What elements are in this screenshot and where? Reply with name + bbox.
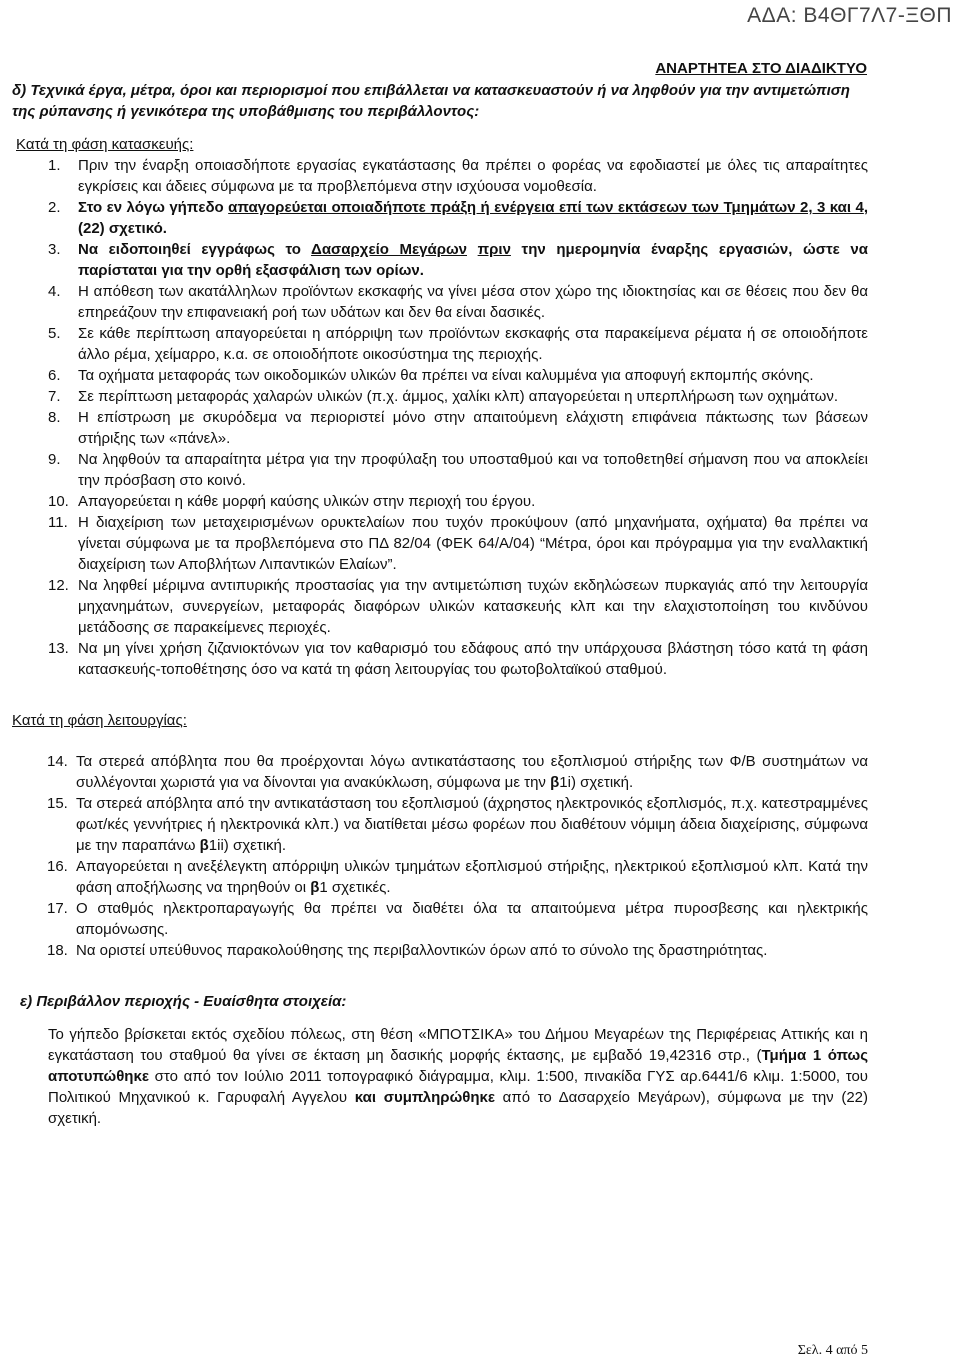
list-item — [12, 323, 868, 365]
list-item — [12, 407, 868, 449]
section-e-paragraph — [12, 1024, 868, 1129]
list-item — [12, 940, 868, 961]
item-text: Να ειδοποιηθεί εγγράφως το — [78, 241, 312, 258]
item-text: Σε κάθε περίπτωση απαγορεύεται η απόρριψη των προϊόντων εκσκαφής στα παρακείμενα ρέματα ή σε οποιοδήποτε άλλο ρέμα, χείμαρρο, κ.α. σε οποιοδήποτε οικοσύστημα της περιοχής. — [78, 325, 868, 363]
item-number: 5. — [48, 325, 61, 342]
list-item — [12, 898, 868, 940]
item-text: , (22) σχετικό. — [78, 199, 868, 237]
item-text: Απαγορεύεται η ανεξέλεγκτη απόρριψη υλικών τμημάτων εξοπλισμού στήριξης, ηλεκτρικού εξοπλισμού κλπ. Κατά την φάση αποξήλωσης να τηρηθούν οι — [76, 858, 868, 896]
list-item — [12, 575, 868, 638]
item-text — [467, 241, 478, 258]
list-item — [12, 751, 868, 793]
paragraph-emphasis: και συμπληρώθηκε — [354, 1089, 496, 1106]
paragraph-text: στο από τον Ιούλιο 2011 τοπογραφικό διάγραμμα, κλιμ. 1:500, πινακίδα ΓΥΣ αρ.6441/6 κλιμ. 1:5000, του Πολιτικού Μηχανικού κ. Γαρυφαλή Αγγελου — [48, 1068, 868, 1106]
item-number: 16. — [47, 858, 68, 875]
item-number: 3. — [48, 241, 61, 258]
item-number: 17. — [47, 900, 68, 917]
posting-label: ΑΝΑΡΤΗΤΕΑ ΣΤΟ ΔΙΑΔΙΚΤΥΟ — [655, 60, 867, 77]
item-text: Πριν την έναρξη οποιασδήποτε εργασίας εγκατάστασης θα πρέπει ο φορέας να εφοδιαστεί με όλες τις απαραίτητες εγκρίσεις και άδειες σύμφωνα με τα προβλεπόμενα στην ισχύουσα νομοθεσία. — [78, 157, 868, 195]
paragraph-text: από το Δασαρχείο Μεγάρων), σύμφωνα με την (22) σχετική. — [48, 1089, 868, 1127]
construction-items-list — [12, 155, 868, 680]
item-text-emphasis: β — [310, 879, 320, 896]
item-number: 6. — [48, 367, 61, 384]
item-text: Τα στερεά απόβλητα από την αντικατάσταση του εξοπλισμού (άχρηστος ηλεκτρονικός εξοπλισμός, π.χ. κατεστραμμένες φωτ/κές γεννήτριες ή ηλεκτρονικά κλπ.) να διατίθεται μέσω φορέων που διαθέτουν νόμιμη άδεια διαχείρισης, σύμφωνα με την παραπάνω — [76, 795, 868, 854]
item-text-emphasis: απαγορεύεται οποιαδήποτε πράξη ή ενέργεια επί των εκτάσεων των Τμημάτων 2, 3 και 4 — [228, 199, 864, 216]
list-item — [12, 197, 868, 239]
item-text-emphasis: Δασαρχείο Μεγάρων — [311, 241, 467, 258]
item-text-emphasis: β — [550, 774, 560, 791]
item-text: Στο εν λόγω γήπεδο — [78, 199, 229, 216]
item-number: 9. — [48, 451, 61, 468]
item-number: 10. — [48, 493, 69, 510]
item-number: 1. — [48, 157, 61, 174]
item-number: 11. — [48, 514, 68, 531]
item-number: 12. — [48, 577, 69, 594]
list-item — [12, 491, 868, 512]
item-number: 15. — [47, 795, 68, 812]
list-item — [12, 281, 868, 323]
item-number: 13. — [48, 640, 69, 657]
item-text: Σε περίπτωση μεταφοράς χαλαρών υλικών (π.χ. άμμος, χαλίκι κλπ) απαγορεύεται η υπερπλήρωση των οχημάτων. — [78, 388, 838, 405]
item-number: 18. — [47, 942, 68, 959]
item-number: 8. — [48, 409, 61, 426]
section-d-heading: δ) Τεχνικά έργα, μέτρα, όροι και περιορισμοί που επιβάλλεται να κατασκευαστούν ή να ληφθούν για την αντιμετώπιση της ρύπανσης ή γενικότερα της υποβάθμισης του περιβάλλοντος: — [12, 82, 850, 120]
list-item — [12, 449, 868, 491]
item-text-emphasis: β — [199, 837, 209, 854]
item-text: Να ληφθεί μέριμνα αντιπυρικής προστασίας για την αντιμετώπιση τυχών εκδηλώσεων πυρκαγιάς από την λειτουργία μηχανημάτων, συνεργείων, μεταφοράς διαφόρων υλικών κατασκευής κλπ και την ελαχιστοποίηση του κινδύνου μετάδοσης σε παρακείμενες περιοχές. — [78, 577, 868, 636]
list-item — [12, 638, 868, 680]
operation-phase-label: Κατά τη φάση λειτουργίας: — [12, 712, 187, 729]
list-item — [12, 512, 868, 575]
list-item — [12, 793, 868, 856]
section-e-heading: ε) Περιβάλλον περιοχής - Ευαίσθητα στοιχεία: — [20, 993, 347, 1010]
operation-items-list — [12, 751, 868, 961]
item-text: Να ληφθούν τα απαραίτητα μέτρα για την προφύλαξη του υποσταθμού και να τοποθετηθεί σήμανση που να αποκλείει την πρόσβαση στο κοινό. — [78, 451, 868, 489]
document-body — [12, 80, 868, 1129]
list-item — [12, 239, 868, 281]
item-text: Η διαχείριση των μεταχειρισμένων ορυκτελαίων που τυχόν προκύψουν (από μηχανήματα, οχήματα) θα πρέπει να γίνεται σύμφωνα με τα προβλεπόμενα στο ΠΔ 82/04 (ΦΕΚ 64/Α/04) “Μέτρα, όροι και πρόγραμμα για την εναλλακτική διαχείριση των Αποβλήτων Λιπαντικών Ελαίων”. — [78, 514, 868, 573]
item-text: Τα στερεά απόβλητα που θα προέρχονται λόγω αντικατάστασης του εξοπλισμού στήριξης των Φ/Β συστημάτων να συλλέγονται χωριστά για να δίνονται για ανακύκλωση, σύμφωνα με την — [76, 753, 868, 791]
construction-phase-label: Κατά τη φάση κατασκευής: — [16, 136, 194, 153]
paragraph-text: Το γήπεδο βρίσκεται εκτός σχεδίου πόλεως, στη θέση «ΜΠΟΤΣΙΚΑ» του Δήμου Μεγαρέων της Περιφέρειας Αττικής και η εγκατάσταση του σταθμού θα γίνει σε έκταση μη δασικής μορφής έκτασης, με εμβαδό 19,42316 στρ., ( — [48, 1026, 868, 1064]
item-text: Ο σταθμός ηλεκτροπαραγωγής θα πρέπει να διαθέτει όλα τα απαιτούμενα μέτρα πυροσβεσης και ηλεκτρικής απομόνωσης. — [76, 900, 868, 938]
item-text: Να οριστεί υπεύθυνος παρακολούθησης της περιβαλλοντικών όρων από το σύνολο της δραστηριότητας. — [76, 942, 768, 959]
item-number: 7. — [48, 388, 61, 405]
item-text: 1i) σχετική. — [559, 774, 634, 791]
item-number: 4. — [48, 283, 61, 300]
item-text: 1 σχετικές. — [319, 879, 391, 896]
list-item — [12, 386, 868, 407]
ada-code-header: ΑΔΑ: Β4ΘΓ7Λ7-ΞΘΠ — [747, 4, 952, 27]
item-text: 1ii) σχετική. — [208, 837, 287, 854]
item-number: 2. — [48, 199, 61, 216]
list-item — [12, 365, 868, 386]
page-number: Σελ. 4 από 5 — [797, 1343, 868, 1358]
item-text: Η απόθεση των ακατάλληλων προϊόντων εκσκαφής να γίνει μέσα στον χώρο της ιδιοκτησίας και σε θέσεις που δεν θα επηρεάζουν την επιφανειακή ροή των υδάτων και δεν θα είναι δασικές. — [78, 283, 868, 321]
item-text: Να μη γίνει χρήση ζιζανιοκτόνων για τον καθαρισμό του εδάφους από την υπάρχουσα βλάστηση τόσο κατά τη φάση κατασκευής-τοποθέτησης όσο να κατά τη φάση λειτουργίας του φωτοβολταϊκού σταθμού. — [78, 640, 868, 678]
item-text: Η επίστρωση με σκυρόδεμα να περιοριστεί μόνο στην απαιτούμενη ελάχιστη επιφάνεια πάκτωσης των βάσεων στήριξης των «πάνελ». — [78, 409, 868, 447]
item-text: Τα οχήματα μεταφοράς των οικοδομικών υλικών θα πρέπει να είναι καλυμμένα για αποφυγή εκπομπής σκόνης. — [78, 367, 814, 384]
item-text-emphasis: πριν — [477, 241, 511, 258]
paragraph-emphasis: Τμήμα 1 όπως αποτυπώθηκε — [48, 1047, 869, 1085]
item-number: 14. — [47, 753, 68, 770]
list-item — [12, 155, 868, 197]
list-item — [12, 856, 868, 898]
item-text: την ημερομηνία έναρξης εργασιών, ώστε να παρίσταται για την ορθή εξασφάλιση των ορίων. — [78, 241, 868, 279]
item-text: Απαγορεύεται η κάθε μορφή καύσης υλικών στην περιοχή του έργου. — [78, 493, 536, 510]
